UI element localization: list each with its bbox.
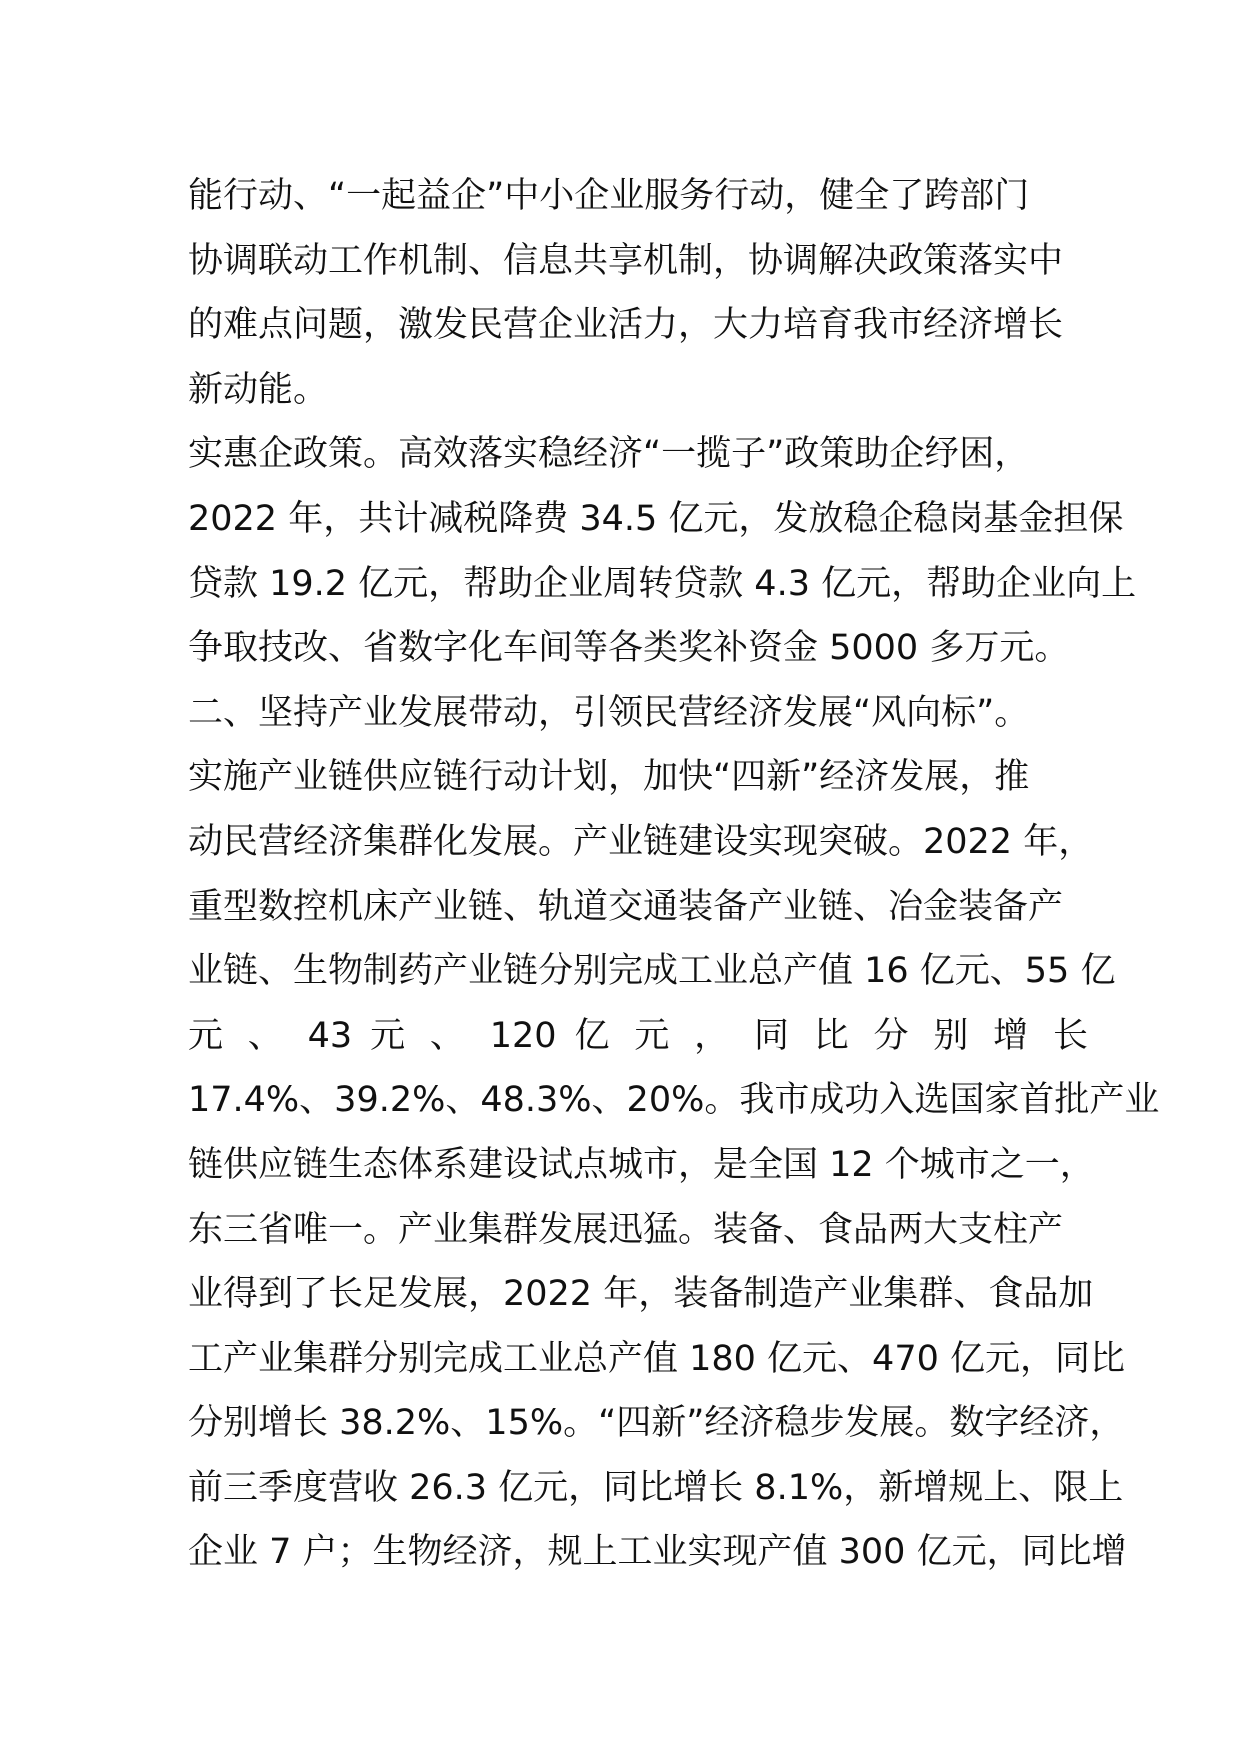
text-line: 元 、 43 元 、 120 亿 元 ， 同 比 分 别 增 长 [188, 1015, 1088, 1056]
text-line: 实惠企政策。高效落实稳经济“一揽子”政策助企纾困， [188, 434, 1030, 475]
text-line: 17.4%、39.2%、48.3%、20%。我市成功入选国家首批产业 [188, 1080, 1160, 1121]
text-line: 实施产业链供应链行动计划，加快“四新”经济发展，推 [188, 757, 1030, 798]
text-line: 能行动、“一起益企”中小企业服务行动，健全了跨部门 [188, 176, 1030, 216]
text-line: 的难点问题，激发民营企业活力，大力培育我市经济增长 [188, 305, 1064, 346]
text-line: 2022 年，共计减税降费 34.5 亿元，发放稳企稳岗基金担保 [188, 498, 1124, 539]
text-line: 业链、生物制药产业链分别完成工业总产值 16 亿元、55 亿 [188, 951, 1116, 992]
text-line: 新动能。 [188, 369, 329, 410]
text-line: 争取技改、省数字化车间等各类奖补资金 5000 多万元。 [188, 628, 1070, 669]
body-text [188, 164, 1160, 1585]
text-line: 重型数控机床产业链、轨道交通装备产业链、冶金装备产 [188, 886, 1064, 927]
text-line: 东三省唯一。产业集群发展迅猛。装备、食品两大支柱产 [188, 1209, 1064, 1250]
text-line: 工产业集群分别完成工业总产值 180 亿元、470 亿元，同比 [188, 1338, 1125, 1379]
text-line: 贷款 19.2 亿元，帮助企业周转贷款 4.3 亿元，帮助企业向上 [188, 563, 1137, 604]
text-line: 链供应链生态体系建设试点城市，是全国 12 个城市之一， [188, 1144, 1095, 1185]
text-line: 协调联动工作机制、信息共享机制，协调解决政策落实中 [188, 240, 1064, 281]
text-line: 分别增长 38.2%、15%。“四新”经济稳步发展。数字经济， [188, 1403, 1125, 1444]
text-line: 前三季度营收 26.3 亿元，同比增长 8.1%，新增规上、限上 [188, 1467, 1124, 1508]
text-line: 动民营经济集群化发展。产业链建设实现突破。2022 年， [188, 821, 1094, 862]
text-line: 业得到了长足发展，2022 年，装备制造产业集群、食品加 [188, 1274, 1094, 1315]
section-heading: 二、坚持产业发展带动，引领民营经济发展“风向标”。 [188, 692, 1030, 733]
text-line: 企业 7 户；生物经济，规上工业实现产值 300 亿元，同比增 [188, 1532, 1127, 1573]
